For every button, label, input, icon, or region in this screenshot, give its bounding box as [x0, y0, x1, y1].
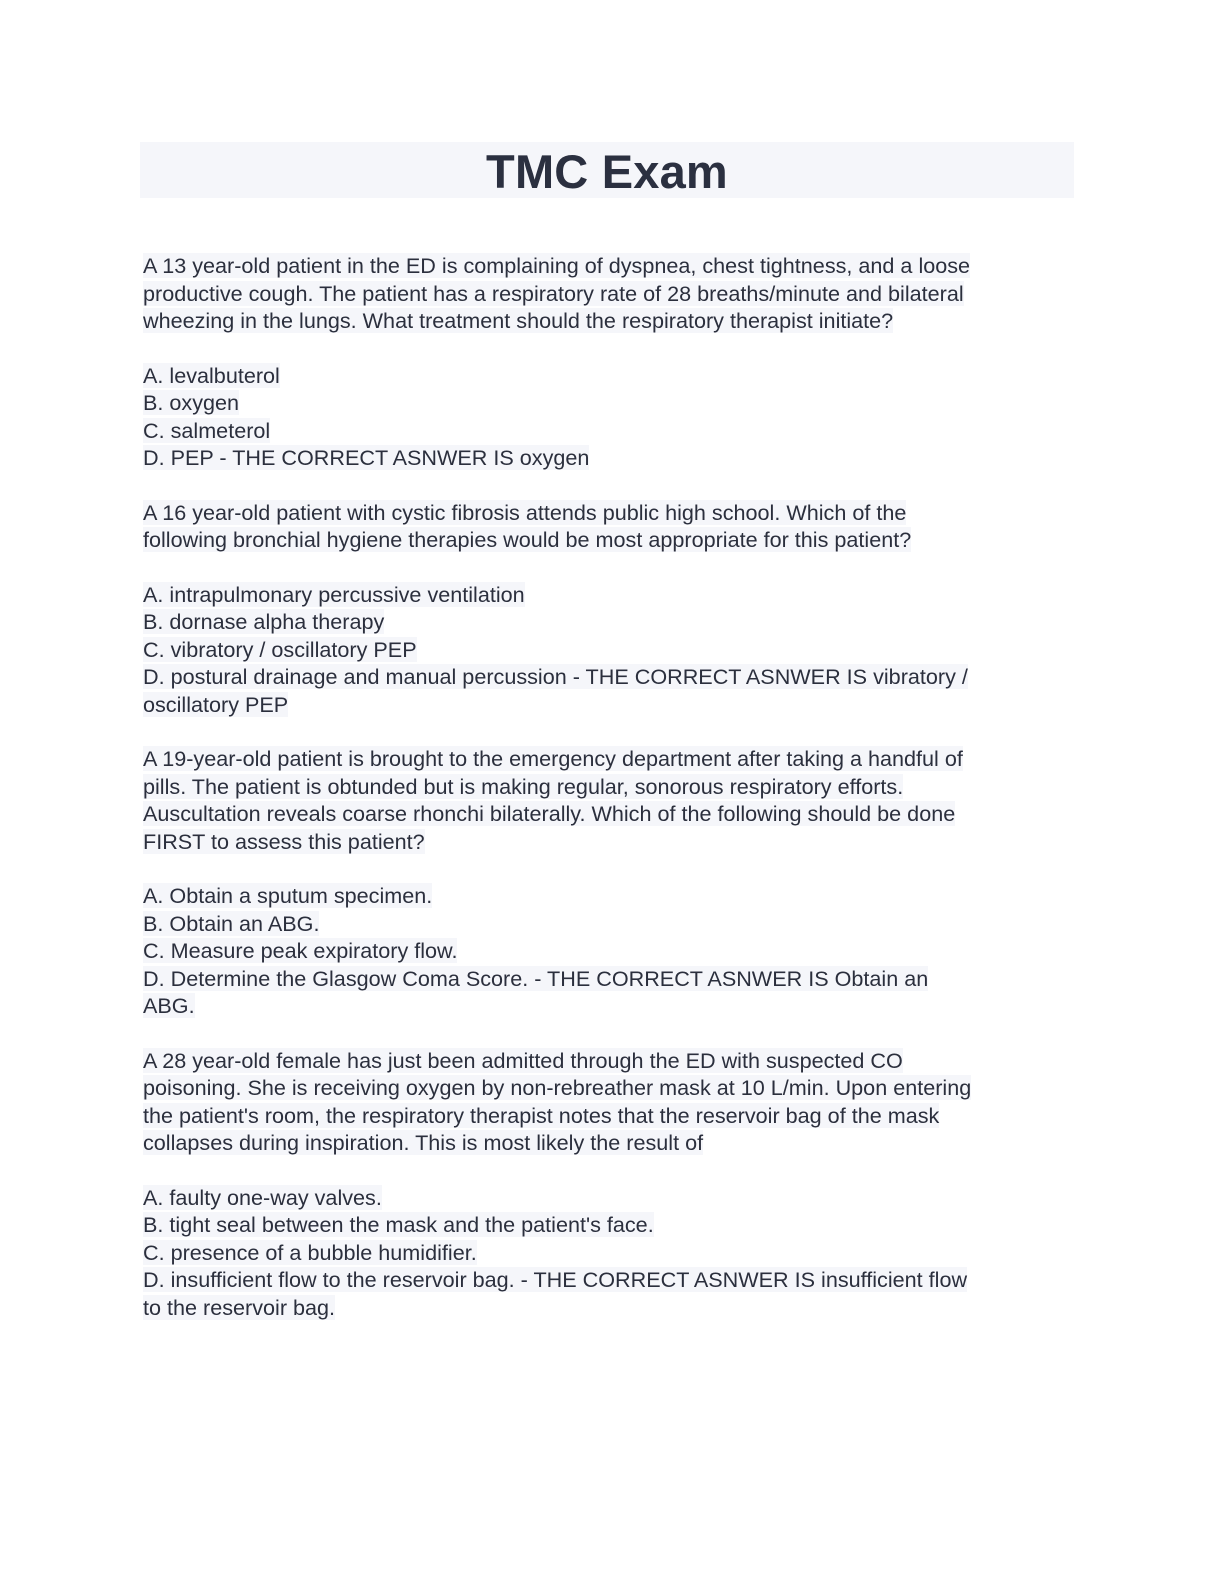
title-banner	[140, 142, 1074, 198]
option-line-with-answer: oscillatory PEP	[143, 691, 289, 717]
text-line: A 19-year-old patient is brought to the emergency department after taking a handful of	[143, 746, 963, 771]
question-1-stem	[143, 252, 1073, 335]
question-4-options	[143, 1184, 1073, 1322]
option-line: A. Obtain a sputum specimen.	[143, 883, 433, 908]
text-line: the patient's room, the respiratory therapist notes that the reservoir bag of the mask	[143, 1102, 940, 1128]
text-line: Auscultation reveals coarse rhonchi bilaterally. Which of the following should be done	[143, 801, 956, 826]
text-line: productive cough. The patient has a respiratory rate of 28 breaths/minute and bilateral	[143, 280, 964, 306]
option-line: B. oxygen	[143, 390, 240, 415]
option-line: A. faulty one-way valves.	[143, 1184, 382, 1210]
question-3-options	[143, 882, 1073, 1020]
question-4-stem	[143, 1047, 1073, 1157]
page-title: TMC Exam	[486, 144, 728, 198]
question-2-options	[143, 581, 1073, 719]
text-line: A 28 year-old female has just been admitted through the ED with suspected CO	[143, 1047, 903, 1073]
text-line: poisoning. She is receiving oxygen by non-rebreather mask at 10 L/min. Upon entering	[143, 1075, 972, 1100]
option-line-with-answer: D. Determine the Glasgow Coma Score. - THE CORRECT ASNWER IS Obtain an	[143, 965, 929, 991]
option-line: C. salmeterol	[143, 417, 271, 443]
option-line: A. intrapulmonary percussive ventilation	[143, 581, 525, 607]
option-line-with-answer: D. insufficient flow to the reservoir bag. - THE CORRECT ASNWER IS insufficient flow	[143, 1267, 968, 1292]
text-line: pills. The patient is obtunded but is making regular, sonorous respiratory efforts.	[143, 773, 904, 799]
option-line-with-answer: ABG.	[143, 993, 195, 1018]
text-line: following bronchial hygiene therapies would be most appropriate for this patient?	[143, 527, 912, 552]
option-line-with-answer: to the reservoir bag.	[143, 1294, 336, 1320]
text-line: wheezing in the lungs. What treatment should the respiratory therapist initiate?	[143, 308, 894, 333]
option-line: B. tight seal between the mask and the patient's face.	[143, 1212, 654, 1237]
option-line: B. dornase alpha therapy	[143, 609, 385, 634]
question-2-stem	[143, 499, 1073, 554]
option-line: C. vibratory / oscillatory PEP	[143, 636, 417, 662]
option-line: C. presence of a bubble humidifier.	[143, 1239, 477, 1265]
question-1-options	[143, 362, 1073, 472]
text-line: A 16 year-old patient with cystic fibrosis attends public high school. Which of the	[143, 499, 907, 525]
option-line-with-answer: D. PEP - THE CORRECT ASNWER IS oxygen	[143, 445, 590, 470]
option-line-with-answer: D. postural drainage and manual percussion - THE CORRECT ASNWER IS vibratory /	[143, 664, 968, 689]
option-line: B. Obtain an ABG.	[143, 910, 320, 936]
text-line: A 13 year-old patient in the ED is complaining of dyspnea, chest tightness, and a loose	[143, 253, 971, 278]
text-line: collapses during inspiration. This is most likely the result of	[143, 1130, 704, 1155]
option-line: C. Measure peak expiratory flow.	[143, 938, 458, 963]
document-body	[143, 252, 1073, 1348]
text-line: FIRST to assess this patient?	[143, 828, 425, 854]
question-3-stem	[143, 745, 1073, 855]
option-line: A. levalbuterol	[143, 362, 280, 388]
